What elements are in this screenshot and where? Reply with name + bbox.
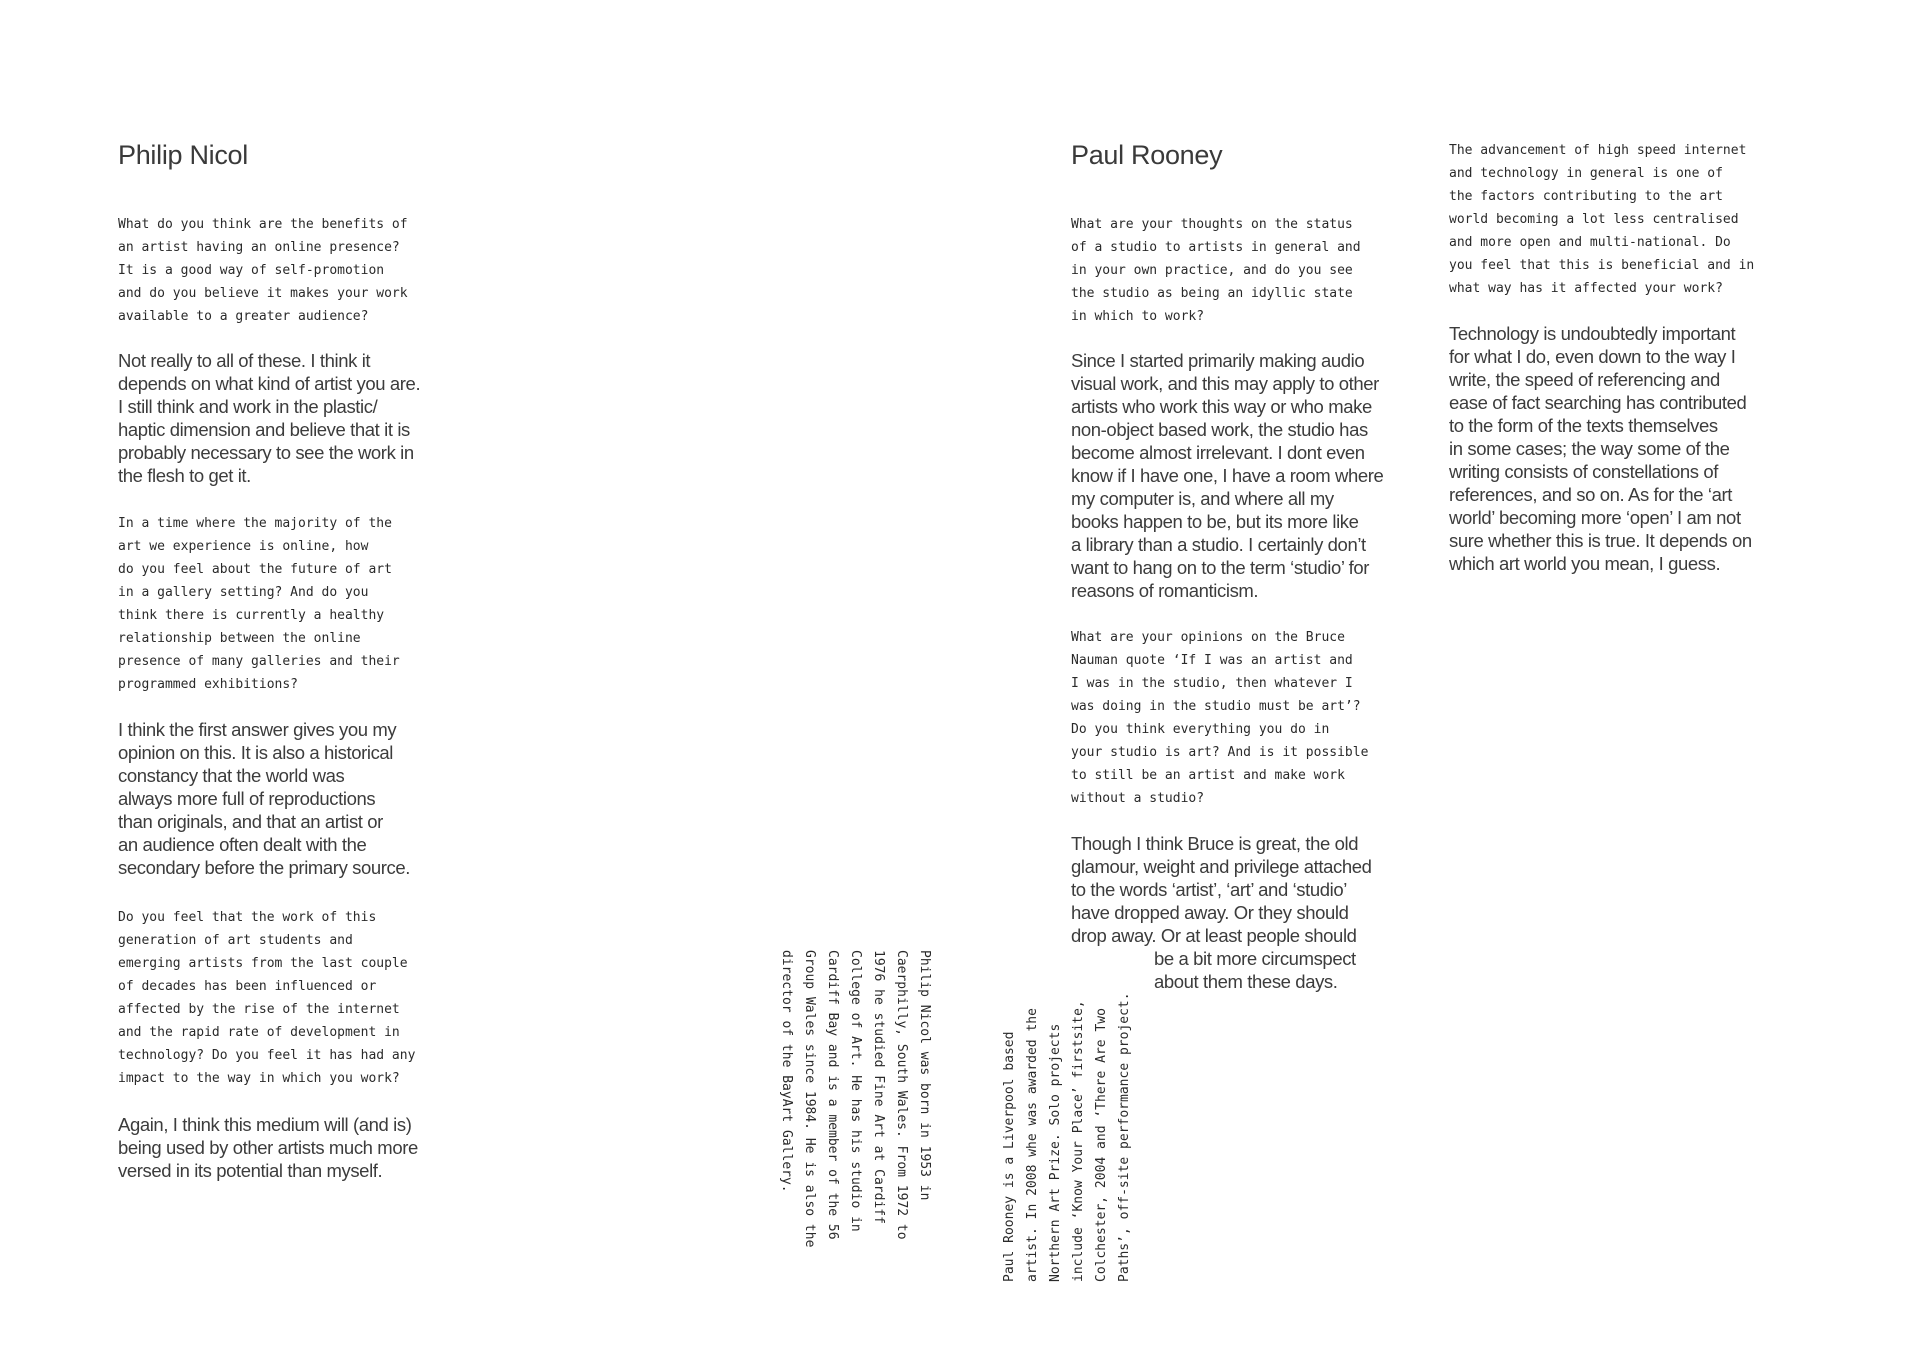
answer-2: Though I think Bruce is great, the old glamour, weight and privilege attached to the words ‘artist’, ‘art’ and ‘studio’ have dropped away. Or they should drop away. Or at least people should	[1071, 833, 1372, 946]
question-1: What are your thoughts on the status of a studio to artists in general and in your own practice, and do you see the studio as being an idyllic state in which to work?	[1071, 217, 1361, 324]
interviewee-name-philip-nicol: Philip Nicol	[118, 140, 248, 170]
answer-2: I think the first answer gives you my opinion on this. It is also a historical constancy that the world was always more full of reproductions than originals, and that an artist or an audience often dealt with the secondary before the primary source.	[118, 719, 411, 878]
question-2: What are your opinions on the Bruce Nauman quote ‘If I was an artist and I was in the studio, then whatever I was doing in the studio must be art’? Do you think everything you do in your studio is art? And is it possible to still be an artist and make work without a studio?	[1071, 630, 1369, 806]
answer-1: Not really to all of these. I think it depends on what kind of artist you are. I still think and work in the plastic/ haptic dimension and believe that it is probably necessary to see the work in the flesh to get it.	[118, 350, 421, 486]
answer-2-continued: be a bit more circumspect about them these days.	[1154, 948, 1356, 992]
question-2: In a time where the majority of the art we experience is online, how do you feel about the future of art in a gallery setting? And do you think there is currently a healthy relationship between the online presence of many galleries and their programmed exhibitions?	[118, 516, 400, 692]
question-3: Do you feel that the work of this generation of art students and emerging artists from the last couple of decades has been influenced or affected by the rise of the internet and the rapid rate of development in technology? Do you feel it has had any impact to the way in which you work?	[118, 910, 416, 1086]
question-1: What do you think are the benefits of an artist having an online presence? It is a good way of self-promotion and do you believe it makes your work available to a greater audience?	[118, 217, 408, 324]
interviewee-name-paul-rooney: Paul Rooney	[1071, 140, 1223, 170]
answer-1: Since I started primarily making audio visual work, and this may apply to other artists who work this way or who make non-object based work, the studio has become almost irrelevant. I dont even know if I have one, I have a room where my computer is, and where all my books happen to be, but its more like a library than a studio. I certainly don’t want to hang on to the term ‘studio’ for reasons of romanticism.	[1071, 350, 1384, 601]
biography-philip-nicol: Philip Nicol was born in 1953 in Caerphilly, South Wales. From 1972 to 1976 he studied Fine Art at Cardiff College of Art. He has his studio in Cardiff Bay and is a member of the 56 Group Wales since 1984. He is also the director of the BayArt Gallery.	[779, 950, 932, 1248]
answer-3: Technology is undoubtedly important for what I do, even down to the way I write, the speed of referencing and ease of fact searching has contributed to the form of the texts themselves in some cases; the way some of the writing consists of constellations of references, and so on. As for the ‘art world’ becoming more ‘open’ I am not sure whether this is true. It depends on which art world you mean, I guess.	[1449, 323, 1752, 574]
biography-paul-rooney: Paul Rooney is a Liverpool based artist. In 2008 whe was awarded the Northern Art Prize. Solo projects include ‘Know Your Place’ firstsite, Colchester, 2004 and ‘There Are Two Paths’, off-site performance project.	[1002, 992, 1132, 1282]
answer-3: Again, I think this medium will (and is) being used by other artists much more versed in its potential than myself.	[118, 1114, 418, 1181]
question-3: The advancement of high speed internet and technology in general is one of the factors contributing to the art world becoming a lot less centralised and more open and multi-national. Do you feel that this is beneficial and in what way has it affected your work?	[1449, 143, 1755, 296]
